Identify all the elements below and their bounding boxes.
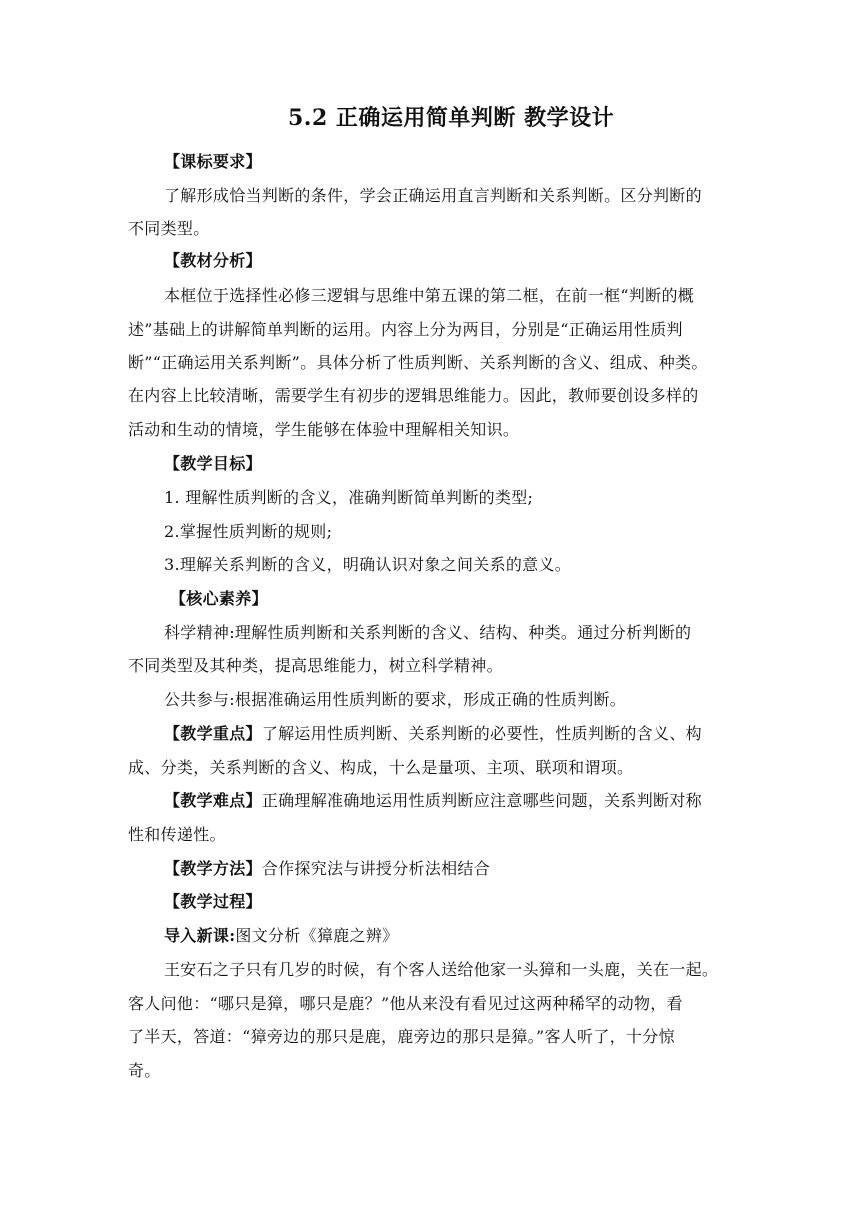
section-heading-core: 【核心素养】 <box>170 589 268 608</box>
core-text: 公共参与:根据准确运用性质判断的要求，形成正确的性质判断。 <box>164 690 627 709</box>
curriculum-text: 不同类型。 <box>128 219 210 238</box>
intro-text: 图文分析《獐鹿之辨》 <box>235 926 399 945</box>
analysis-text: 在内容上比较清晰，需要学生有初步的逻辑思维能力。因此，教师要创设多样的 <box>128 386 699 405</box>
intro-paragraph <box>164 926 732 946</box>
goal-item: 2.掌握性质判断的规则; <box>164 522 333 541</box>
intro-heading: 导入新课: <box>164 926 236 945</box>
goal-item: 3.理解关系判断的含义，明确认识对象之间关系的意义。 <box>164 555 572 574</box>
section-heading-curriculum: 【课标要求】 <box>164 152 262 171</box>
story-text: 客人问他：“哪只是獐，哪只是鹿？”他从来没有看见过这两种稀罕的动物，看 <box>128 994 683 1013</box>
core-text: 科学精神:理解性质判断和关系判断的含义、结构、种类。通过分析判断的 <box>164 623 692 642</box>
difficulty-text: 性和传递性。 <box>128 825 226 844</box>
difficulty-text: 正确理解准确地运用性质判断应注意哪些问题，关系判断对称 <box>261 791 702 810</box>
curriculum-text: 了解形成恰当判断的条件，学会正确运用直言判断和关系判断。区分判断的 <box>164 186 702 205</box>
focus-text: 成、分类，关系判断的含义、构成，十么是量项、主项、联项和谓项。 <box>128 758 634 777</box>
story-text: 王安石之子只有几岁的时候，有个客人送给他家一头獐和一头鹿，关在一起。 <box>164 960 719 979</box>
difficulty-paragraph <box>164 791 732 811</box>
section-heading-method: 【教学方法】 <box>164 859 262 878</box>
document-title: 5.2 正确运用简单判断 教学设计 <box>288 105 615 131</box>
analysis-text: 活动和生动的情境，学生能够在体验中理解相关知识。 <box>128 420 520 439</box>
focus-text: 了解运用性质判断、关系判断的必要性，性质判断的含义、构 <box>261 724 702 743</box>
method-text: 合作探究法与讲授分析法相结合 <box>261 859 491 878</box>
section-heading-process: 【教学过程】 <box>164 892 262 911</box>
analysis-text: 本框位于选择性必修三逻辑与思维中第五课的第二框，在前一框“判断的概 <box>164 286 695 305</box>
analysis-text: 述”基础上的讲解简单判断的运用。内容上分为两目，分别是“正确运用性质判 <box>128 320 683 339</box>
story-text: 了半天，答道：“獐旁边的那只是鹿，鹿旁边的那只是獐。”客人听了，十分惊 <box>128 1027 675 1046</box>
section-heading-difficulty: 【教学难点】 <box>164 791 262 810</box>
section-heading-goals: 【教学目标】 <box>164 454 262 473</box>
focus-paragraph <box>164 724 732 744</box>
method-paragraph <box>164 859 732 879</box>
core-text: 不同类型及其种类，提高思维能力，树立科学精神。 <box>128 656 503 675</box>
story-text: 奇。 <box>128 1061 161 1080</box>
goal-item: 1. 理解性质判断的含义，准确判断简单判断的类型; <box>164 488 534 507</box>
section-heading-analysis: 【教材分析】 <box>164 251 262 270</box>
section-heading-focus: 【教学重点】 <box>164 724 262 743</box>
analysis-text: 断”“正确运用关系判断”。具体分析了性质判断、关系判断的含义、组成、种类。 <box>128 353 708 372</box>
